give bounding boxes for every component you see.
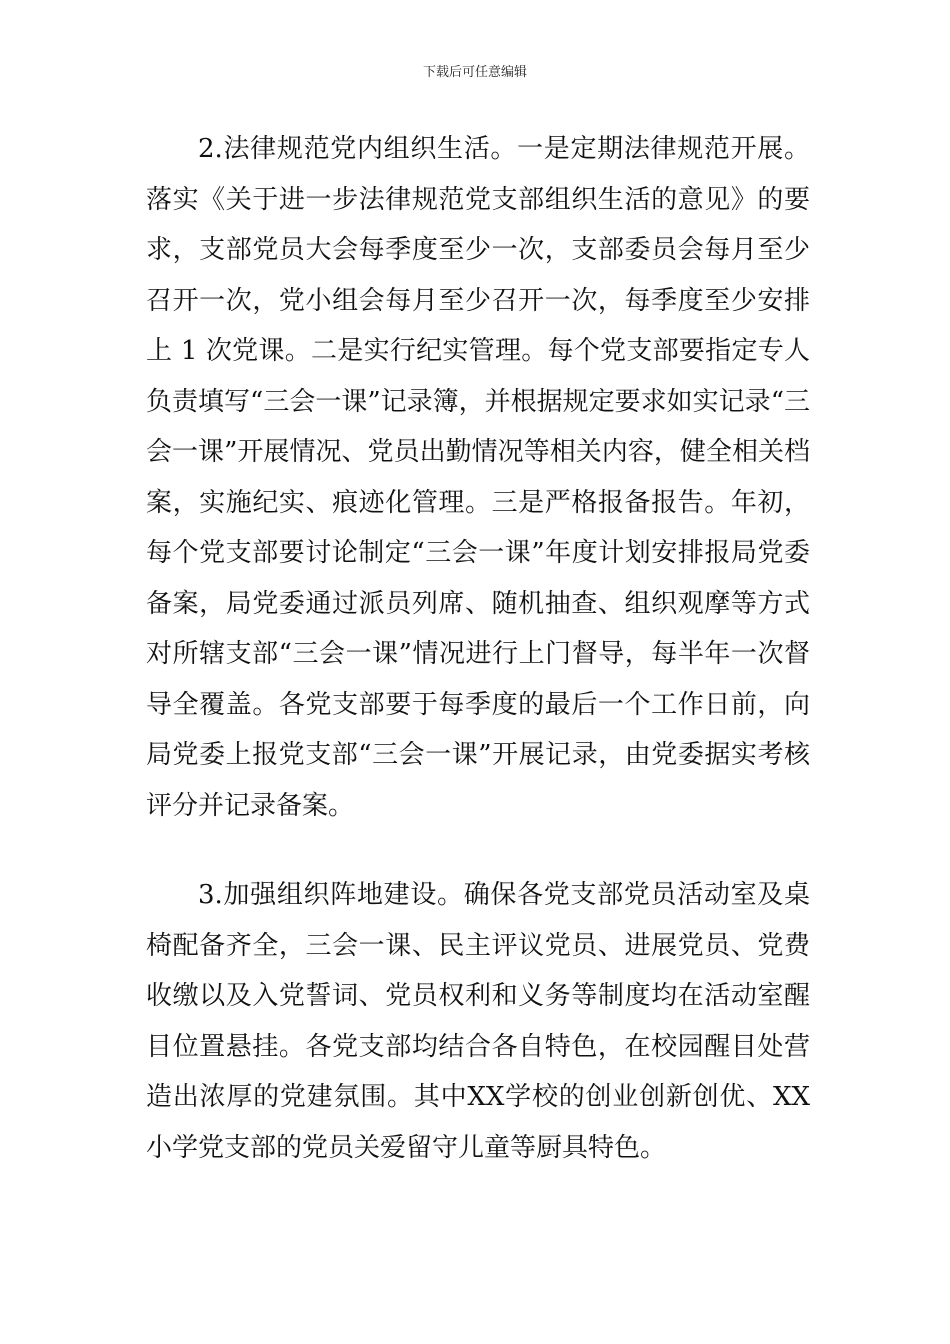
paragraph-1: 2.法律规范党内组织生活。一是定期法律规范开展。落实《关于进一步法律规范党支部组织生活的意见》的要求，支部党员大会每季度至少一次，支部委员会每月至少召开一次，党小组会每月至少召开一次，每季度至少安排上 1 次党课。二是实行纪实管理。每个党支部要指定专人负责填写“三会一课”记录簿，并根据规定要求如实记录“三会一课”开展情况、党员出勤情况等相关内容，健全相关档案，实施纪实、痕迹化管理。三是严格报备报告。年初，每个党支部要讨论制定“三会一课”年度计划安排报局党委备案，局党委通过派员列席、随机抽查、组织观摩等方式对所辖支部“三会一课”情况进行上门督导，每半年一次督导全覆盖。各党支部要于每季度的最后一个工作日前，向局党委上报党支部“三会一课”开展记录，由党委据实考核评分并记录备案。	[146, 134, 810, 821]
page-header: 下载后可任意编辑	[422, 65, 527, 80]
paragraph-2: 3.加强组织阵地建设。确保各党支部党员活动室及桌椅配备齐全，三会一课、民主评议党员、进展党员、党费收缴以及入党誓词、党员权利和义务等制度均在活动室醒目位置悬挂。各党支部均结合各自特色，在校园醒目处营造出浓厚的党建氛围。其中XX学校的创业创新创优、XX小学党支部的党员关爱留守儿童等厨具特色。	[146, 880, 810, 1163]
